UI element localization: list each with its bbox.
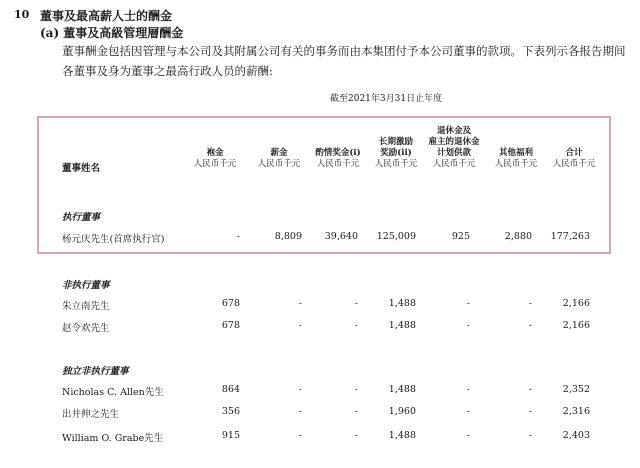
cell-pension: - [466, 430, 470, 441]
row-name: William O. Grabe先生 [62, 433, 164, 444]
cell-total: 2,316 [562, 406, 590, 417]
cell-total: 2,403 [562, 430, 590, 441]
header-name: 董事姓名 [62, 163, 101, 174]
group-label-executive: 执行董事 [62, 212, 101, 223]
cell-fees: - [236, 231, 240, 242]
cell-pension: - [466, 320, 470, 331]
row-name: Nicholas C. Allen先生 [62, 387, 164, 398]
subsection-title: (a) 董事及高級管理層酬金 [40, 26, 184, 40]
header-fees: 袍金 人民币千元 [193, 148, 237, 169]
cell-lti: 1,488 [388, 430, 416, 441]
cell-bonus: - [354, 384, 358, 395]
cell-lti: 1,488 [388, 298, 416, 309]
cell-total: 2,166 [562, 298, 590, 309]
cell-bonus: - [354, 406, 358, 417]
row-name: 杨元庆先生(首席执行官) [62, 234, 165, 245]
cell-fees: 864 [221, 384, 240, 395]
cell-lti: 125,009 [376, 231, 416, 242]
cell-salary: - [298, 406, 302, 417]
row-name: 赵令欢先生 [62, 323, 110, 334]
cell-benefits: - [528, 430, 532, 441]
cell-bonus: - [354, 320, 358, 331]
section-number: 10 [14, 8, 30, 21]
intro-paragraph: 董事酬金包括因管理与本公司及其附属公司有关的事务而由本集团付予本公司董事的款项。下表列示各报告期间各董事及身为董事之最高行政人员的薪酬: [62, 44, 626, 78]
cell-bonus: 39,640 [324, 231, 358, 242]
cell-benefits: 2,880 [504, 231, 532, 242]
cell-benefits: - [528, 384, 532, 395]
section-title: 董事及最高薪人士的酬金 [40, 9, 173, 23]
cell-lti: 1,488 [388, 320, 416, 331]
cell-benefits: - [528, 320, 532, 331]
cell-pension: - [466, 298, 470, 309]
cell-salary: - [298, 298, 302, 309]
header-pension: 退休金及 雇主的退休金 计划供款 人民币千元 [428, 126, 480, 169]
cell-total: 177,263 [550, 231, 590, 242]
period-caption: 截至2021年3月31日止年度 [330, 94, 443, 104]
cell-fees: 678 [221, 298, 240, 309]
cell-salary: - [298, 430, 302, 441]
cell-lti: 1,960 [388, 406, 416, 417]
header-salary: 薪金 人民币千元 [257, 148, 301, 169]
row-name: 朱立南先生 [62, 301, 110, 312]
cell-lti: 1,488 [388, 384, 416, 395]
header-benefits: 其他福利 人民币千元 [494, 148, 538, 169]
cell-pension: 925 [451, 231, 470, 242]
row-name: 出井伸之先生 [62, 409, 120, 420]
cell-bonus: - [354, 430, 358, 441]
header-lti: 长期激励 奖励(ii) 人民币千元 [374, 137, 418, 169]
cell-salary: - [298, 320, 302, 331]
cell-pension: - [466, 384, 470, 395]
cell-fees: 356 [221, 406, 240, 417]
cell-total: 2,166 [562, 320, 590, 331]
cell-fees: 915 [221, 430, 240, 441]
cell-pension: - [466, 406, 470, 417]
cell-salary: 8,809 [274, 231, 302, 242]
header-total: 合计 人民币千元 [552, 148, 596, 169]
cell-salary: - [298, 384, 302, 395]
cell-total: 2,352 [562, 384, 590, 395]
group-label-non-executive: 非执行董事 [62, 280, 110, 291]
cell-benefits: - [528, 298, 532, 309]
cell-benefits: - [528, 406, 532, 417]
cell-fees: 678 [221, 320, 240, 331]
cell-bonus: - [354, 298, 358, 309]
header-bonus: 酌情奖金(i) 人民币千元 [315, 148, 361, 169]
group-label-independent: 独立非执行董事 [62, 366, 129, 377]
